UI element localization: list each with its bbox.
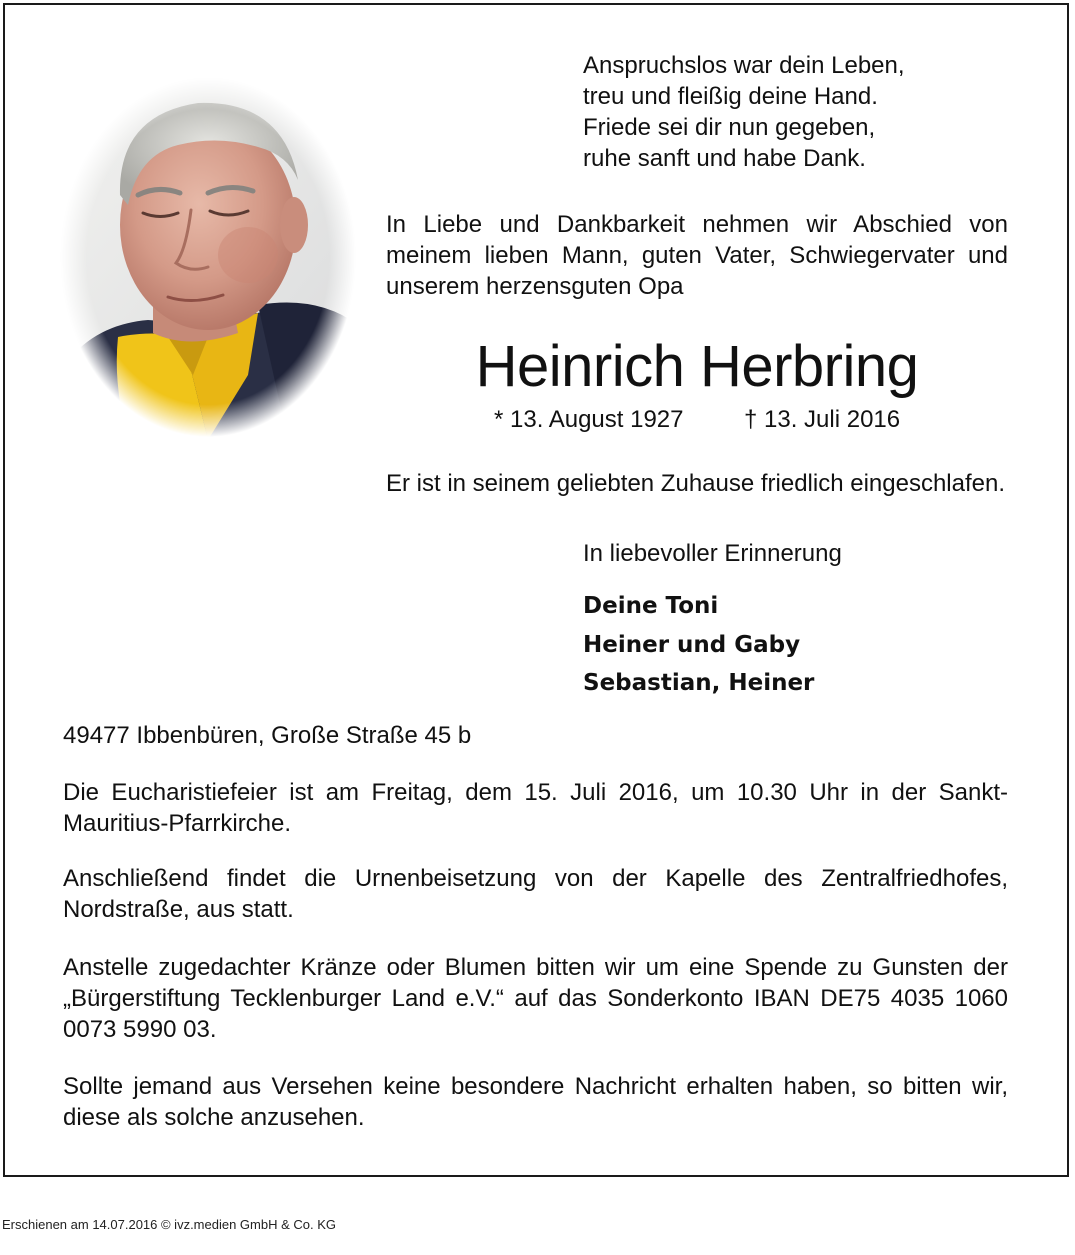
deceased-name: Heinrich Herbring	[475, 334, 919, 399]
farewell-intro: In Liebe und Dankbarkeit nehmen wir Abschied von meinem lieben Mann, guten Vater, Schwiegervater und unserem herzensguten Opa	[386, 211, 1008, 300]
family-member: Deine Toni	[583, 593, 719, 619]
passing-note: Er ist in seinem geliebten Zuhause friedlich eingeschlafen.	[386, 470, 1006, 497]
portrait-photo	[58, 75, 358, 440]
family-signatures	[583, 587, 814, 703]
memory-line: In liebevoller Erinnerung	[583, 540, 842, 567]
poem-line: Anspruchslos war dein Leben,	[583, 52, 905, 79]
service-info: Die Eucharistiefeier ist am Freitag, dem 15. Juli 2016, um 10.30 Uhr in der Sankt-Mauritius-Pfarrkirche.	[63, 779, 1008, 837]
notice-info: Sollte jemand aus Versehen keine besondere Nachricht erhalten haben, so bitten wir, diese als solche anzusehen.	[63, 1073, 1008, 1131]
poem-line: Friede sei dir nun gegeben,	[583, 114, 876, 141]
birth-date: * 13. August 1927	[494, 406, 684, 433]
address: 49477 Ibbenbüren, Große Straße 45 b	[63, 722, 472, 749]
poem-line: ruhe sanft und habe Dank.	[583, 145, 866, 172]
death-date: † 13. Juli 2016	[744, 406, 901, 433]
poem	[583, 50, 1013, 174]
publication-footer: Erschienen am 14.07.2016 © ivz.medien GmbH & Co. KG	[2, 1217, 337, 1232]
burial-info: Anschließend findet die Urnenbeisetzung von der Kapelle des Zentralfriedhofes, Nordstraße, aus statt.	[63, 865, 1008, 923]
donation-info: Anstelle zugedachter Kränze oder Blumen bitten wir um eine Spende zu Gunsten der „Bürgerstiftung Tecklenburger Land e.V.“ auf das Sonderkonto IBAN DE75 4035 1060 0073 5990 03.	[63, 954, 1008, 1043]
poem-line: treu und fleißig deine Hand.	[583, 83, 878, 110]
family-member: Heiner und Gaby	[583, 631, 801, 658]
family-member: Sebastian, Heiner	[583, 670, 815, 696]
